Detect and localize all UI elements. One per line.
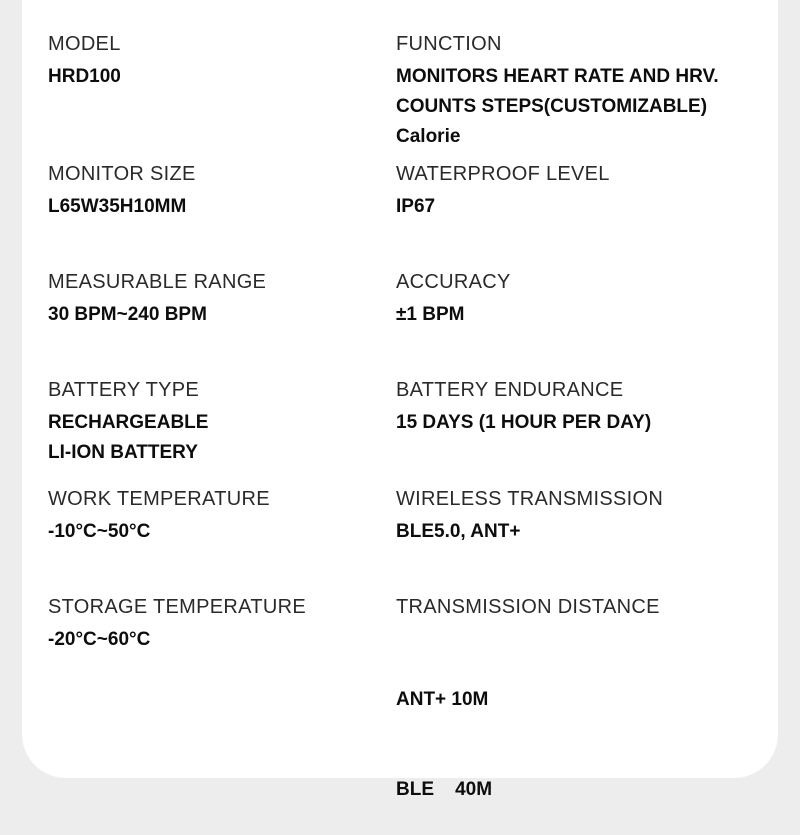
wireless-transmission-value-text: BLE5.0, ANT+: [396, 521, 521, 542]
model-label: MODEL: [48, 33, 121, 55]
battery-type-line-2: LI-ION BATTERY: [48, 442, 198, 463]
function-label: FUNCTION: [396, 33, 502, 55]
accuracy-value: [396, 300, 465, 330]
accuracy-value-text: ±1 BPM: [396, 304, 465, 325]
monitor-size-label: MONITOR SIZE: [48, 163, 196, 185]
work-temperature-label: WORK TEMPERATURE: [48, 488, 270, 510]
storage-temperature-value-text: -20°C~60°C: [48, 629, 151, 650]
work-temperature-value-text: -10°C~50°C: [48, 521, 151, 542]
transmission-distance-value: [396, 625, 492, 835]
transmission-distance-line-1: ANT+ 10M: [396, 689, 489, 710]
waterproof-level-label: WATERPROOF LEVEL: [396, 163, 610, 185]
wireless-transmission-label: WIRELESS TRANSMISSION: [396, 488, 664, 510]
storage-temperature-label: STORAGE TEMPERATURE: [48, 596, 306, 618]
accuracy-label: ACCURACY: [396, 271, 511, 293]
transmission-distance-label: TRANSMISSION DISTANCE: [396, 596, 660, 618]
function-line-1: MONITORS HEART RATE AND HRV.: [396, 66, 719, 87]
function-value: [396, 62, 719, 152]
transmission-distance-line-2: BLE 40M: [396, 779, 493, 800]
battery-type-value: [48, 408, 208, 468]
monitor-size-value: [48, 192, 186, 222]
battery-endurance-label: BATTERY ENDURANCE: [396, 379, 624, 401]
storage-temperature-value: [48, 625, 150, 655]
monitor-size-value-text: L65W35H10MM: [48, 196, 187, 217]
measurable-range-label: MEASURABLE RANGE: [48, 271, 267, 293]
battery-endurance-value: [396, 408, 651, 438]
battery-type-label: BATTERY TYPE: [48, 379, 200, 401]
work-temperature-value: [48, 517, 150, 547]
measurable-range-value-text: 30 BPM~240 BPM: [48, 304, 207, 325]
function-line-3: Calorie: [396, 126, 461, 147]
wireless-transmission-value: [396, 517, 520, 547]
battery-endurance-value-text: 15 DAYS (1 HOUR PER DAY): [396, 412, 652, 433]
waterproof-level-value: [396, 192, 435, 222]
waterproof-level-value-text: IP67: [396, 196, 436, 217]
function-line-2: COUNTS STEPS(CUSTOMIZABLE): [396, 96, 708, 117]
measurable-range-value: [48, 300, 207, 330]
model-value: [48, 62, 121, 92]
model-value-text: HRD100: [48, 66, 121, 87]
battery-type-line-1: RECHARGEABLE: [48, 412, 209, 433]
